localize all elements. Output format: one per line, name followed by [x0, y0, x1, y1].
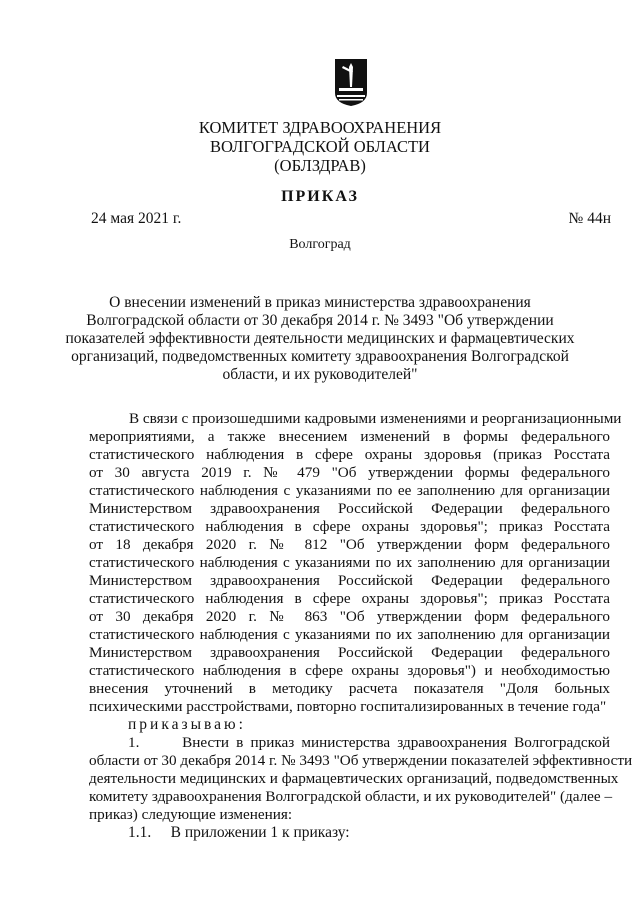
preamble-line: статистического наблюдения в сфере охраны здоровья") и необходимостью — [89, 662, 610, 679]
preamble-line: В связи с произошедшими кадровыми изменениями и реорганизационными — [129, 410, 622, 427]
order-city: Волгоград — [289, 237, 351, 252]
item-line: деятельности медицинских и фармацевтических организаций, подведомственных — [89, 770, 619, 787]
org-name-line2: ВОЛГОГРАДСКОЙ ОБЛАСТИ — [210, 137, 430, 156]
subject-line: области, и их руководителей" — [222, 366, 418, 383]
subject-line: О внесении изменений в приказ министерства здравоохранения — [109, 294, 531, 311]
preamble-line: от 30 декабря 2020 г. № 863 "Об утверждении форм федерального — [89, 608, 610, 625]
preamble-line: от 18 декабря 2020 г. № 812 "Об утверждении форм федерального — [89, 536, 610, 553]
subject-line: организаций, подведомственных комитету здравоохранения Волгоградской — [71, 348, 569, 365]
item-line: области от 30 декабря 2014 г. № 3493 "Об утверждении показателей эффективности — [89, 752, 633, 769]
order-date: 24 мая 2021 г. — [91, 210, 182, 227]
volgograd-region-emblem-icon — [333, 57, 369, 107]
order-number: № 44н — [568, 210, 611, 227]
preamble-line: статистического наблюдения в сфере охраны здоровья"; приказ Росстата — [89, 590, 610, 607]
preamble-line: статистического наблюдения с указаниями по их заполнению для организации — [89, 554, 610, 571]
preamble-line: от 30 августа 2019 г. № 479 "Об утверждении формы федерального — [89, 464, 610, 481]
preamble-line: статистического наблюдения в сфере охраны здоровья (приказ Росстата — [89, 446, 610, 463]
preamble-line: статистического наблюдения в сфере охраны здоровья"; приказ Росстата — [89, 518, 610, 535]
org-name-line1: КОМИТЕТ ЗДРАВООХРАНЕНИЯ — [198, 118, 442, 137]
document-type-title: ПРИКАЗ — [281, 188, 359, 205]
preamble-line: статистического наблюдения с указаниями по ее заполнению для организации — [89, 482, 610, 499]
item-line: 1. Внести в приказ министерства здравоохранения Волгоградской — [128, 734, 610, 751]
preamble-line: Министерством здравоохранения Российской Федерации федерального — [89, 572, 610, 589]
preamble-line: мероприятиями, а также внесением изменений в формы федерального — [89, 428, 610, 445]
preamble-line: Министерством здравоохранения Российской Федерации федерального — [89, 500, 610, 517]
subject-line: Волгоградской области от 30 декабря 2014 г. № 3493 "Об утверждении — [86, 312, 554, 329]
order-directive-word: приказываю: — [128, 716, 246, 733]
org-name-line3: (ОБЛЗДРАВ) — [274, 156, 366, 175]
preamble-line: психическими расстройствами, повторно госпитализированных в течение года" — [89, 698, 607, 715]
item-line: комитету здравоохранения Волгоградской области, и их руководителей" (далее – — [89, 788, 613, 805]
preamble-line: Министерством здравоохранения Российской Федерации федерального — [89, 644, 610, 661]
preamble-line: статистического наблюдения с указаниями по их заполнению для организации — [89, 626, 610, 643]
preamble-line: внесения уточнений в методику расчета показателя "Доля больных — [89, 680, 610, 697]
item-line: приказ) следующие изменения: — [89, 806, 293, 823]
subject-line: показателей эффективности деятельности медицинских и фармацевтических — [65, 330, 575, 347]
order-item-1-1: 1.1. В приложении 1 к приказу: — [128, 824, 350, 841]
